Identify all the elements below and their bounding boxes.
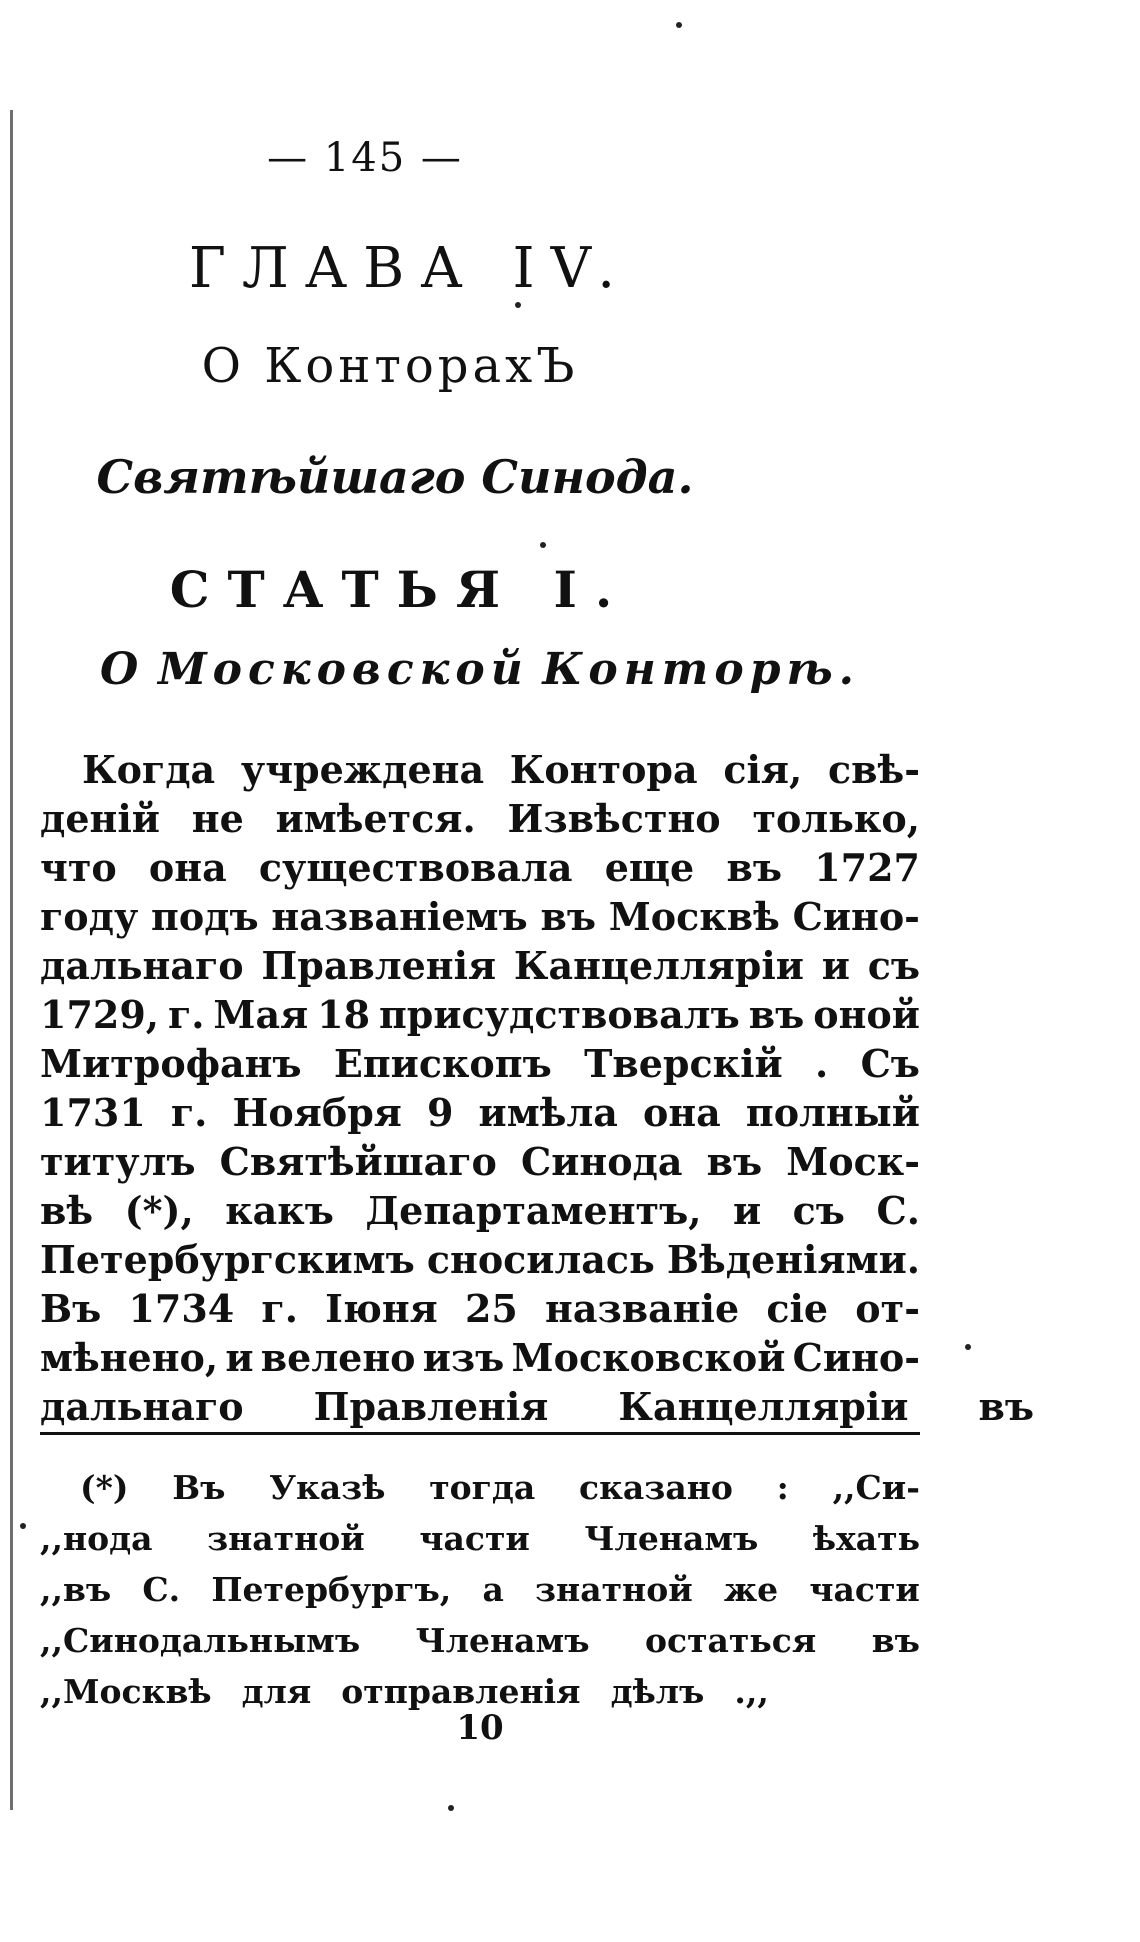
word: существовала (258, 845, 573, 890)
word: Сино- (792, 894, 920, 939)
word: Въ (172, 1468, 226, 1507)
word: подъ (151, 894, 259, 939)
word: знатной (207, 1519, 365, 1558)
footnote (40, 1462, 920, 1717)
word: Членамъ (415, 1621, 590, 1660)
word: 1729, (40, 992, 159, 1037)
word: 25 (464, 1286, 518, 1331)
word: Москвѣ (608, 894, 780, 939)
text-line (40, 1333, 920, 1382)
word: а (482, 1570, 504, 1609)
word: Правленія (261, 943, 497, 988)
word: : (776, 1468, 789, 1507)
word: году (40, 894, 139, 939)
word: ,,Синодальнымъ (40, 1621, 361, 1660)
chapter-subtitle: О КонторахЪ (201, 338, 579, 394)
word: титулъ (40, 1139, 196, 1184)
text-line (40, 892, 920, 941)
word: деній (40, 796, 160, 841)
word: только, (752, 796, 920, 841)
word: Съ (860, 1041, 920, 1086)
word: оной (813, 992, 920, 1037)
text-line (40, 1137, 920, 1186)
word: Канцелляріи (513, 943, 804, 988)
text-line (40, 1382, 1035, 1431)
word: сіе (766, 1286, 829, 1331)
footnote-line (40, 1615, 920, 1666)
word: Святѣйшаго (219, 1139, 497, 1184)
word: въ (978, 1384, 1035, 1429)
article-title: СТАТЬЯ I. (169, 560, 631, 619)
word: учреждена (240, 747, 485, 792)
word: (*) (80, 1468, 129, 1507)
word: Сино- (792, 1335, 920, 1380)
word: она (643, 1090, 721, 1135)
word: . (815, 1041, 829, 1086)
word: 18 (317, 992, 371, 1037)
speck (676, 22, 682, 28)
word: Извѣстно (507, 796, 721, 841)
word: г. (170, 1090, 208, 1135)
word: имѣется. (275, 796, 476, 841)
chapter-title: ГЛАВА IV. (188, 236, 632, 301)
word: не (191, 796, 244, 841)
word: Вѣденіями. (666, 1237, 920, 1282)
word: съ (867, 943, 920, 988)
chapter-subtitle-2: Святѣйшаго Синода. (96, 450, 694, 504)
word: Ноября (232, 1090, 402, 1135)
word: изъ (422, 1335, 505, 1380)
text-line (40, 990, 920, 1039)
word: ѣхать (812, 1519, 920, 1558)
word: ,,въ (40, 1570, 112, 1609)
text-line (40, 1284, 920, 1333)
word: от- (855, 1286, 920, 1331)
word: 1731 (40, 1090, 146, 1135)
word: ,,нода (40, 1519, 153, 1558)
word: въ (706, 1139, 763, 1184)
word: Тверскій (584, 1041, 783, 1086)
word: С. (876, 1188, 920, 1233)
word: имѣла (478, 1090, 618, 1135)
word: еще (604, 845, 695, 890)
word: Московской (511, 1335, 786, 1380)
word: 1734 (128, 1286, 235, 1331)
word: Мая (213, 992, 309, 1037)
word: Департаментъ, (365, 1188, 702, 1233)
word: Московской (157, 644, 529, 695)
word: Епископъ (333, 1041, 552, 1086)
word: Іюня (325, 1286, 438, 1331)
text-line (40, 843, 920, 892)
word: г. (167, 992, 205, 1037)
word: сносилась (426, 1237, 655, 1282)
word: полный (745, 1090, 920, 1135)
text-line (40, 1235, 920, 1284)
word: Конторѣ. (542, 644, 860, 695)
word: Петербургъ, (211, 1570, 452, 1609)
word: тогда (429, 1468, 536, 1507)
page-number: — 145 — (267, 135, 463, 181)
word: остаться (645, 1621, 817, 1660)
word: свѣ- (827, 747, 920, 792)
word: и (225, 1335, 254, 1380)
word: О (100, 644, 145, 695)
word: ,,Си- (832, 1468, 920, 1507)
word: дѣлъ (610, 1672, 705, 1711)
footnote-line (40, 1513, 920, 1564)
word: сказано (578, 1468, 733, 1507)
word: же (723, 1570, 779, 1609)
word: какъ (225, 1188, 334, 1233)
word: она (148, 845, 227, 890)
word: дальнаго (40, 1384, 244, 1429)
word: Членамъ (584, 1519, 759, 1558)
word: въ (871, 1621, 920, 1660)
word: Митрофанъ (40, 1041, 302, 1086)
text-line (40, 1039, 920, 1088)
word: Въ (40, 1286, 102, 1331)
word: и (732, 1188, 762, 1233)
text-line (40, 745, 920, 794)
speck (20, 1523, 26, 1529)
footnote-line (40, 1462, 920, 1513)
text-line (40, 941, 920, 990)
word: г. (261, 1286, 298, 1331)
text-line (40, 1088, 920, 1137)
word: Правленія (313, 1384, 549, 1429)
article-subtitle (100, 644, 860, 695)
word: 1727 (814, 845, 920, 890)
word: присудствовалъ (378, 992, 740, 1037)
word: въ (540, 894, 596, 939)
word: С. (142, 1570, 181, 1609)
word: Канцелляріи (618, 1384, 909, 1429)
word: Указѣ (269, 1468, 386, 1507)
word: Петербургскимъ (40, 1237, 415, 1282)
word: Контора (509, 747, 698, 792)
word: для (241, 1672, 312, 1711)
speck (540, 542, 546, 548)
speck (515, 302, 521, 308)
word: сія, (723, 747, 803, 792)
word: въ (726, 845, 782, 890)
signature-mark: 10 (456, 1708, 504, 1748)
word: и (821, 943, 850, 988)
word: (*), (124, 1188, 194, 1233)
word: велено (260, 1335, 416, 1380)
word: 9 (426, 1090, 454, 1135)
word: дальнаго (40, 943, 244, 988)
speck (448, 1805, 454, 1811)
text-line (40, 1186, 920, 1235)
word: ,,Москвѣ (40, 1672, 212, 1711)
word: .,, (734, 1672, 769, 1711)
word: части (809, 1570, 920, 1609)
word: Синода (520, 1139, 683, 1184)
body-text (40, 745, 1035, 1431)
text-line (40, 794, 920, 843)
word: вѣ (40, 1188, 94, 1233)
word: что (40, 845, 117, 890)
word: Моск- (786, 1139, 920, 1184)
word: названіе (545, 1286, 740, 1331)
word: въ (748, 992, 805, 1037)
footnote-line (40, 1564, 920, 1615)
speck (965, 1344, 971, 1350)
word: съ (792, 1188, 845, 1233)
word: отправленія (341, 1672, 581, 1711)
word: названіемъ (271, 894, 528, 939)
footnote-divider (40, 1432, 920, 1435)
word: знатной (535, 1570, 693, 1609)
word: Когда (82, 747, 216, 792)
word: части (419, 1519, 530, 1558)
word: мѣнено, (40, 1335, 219, 1380)
